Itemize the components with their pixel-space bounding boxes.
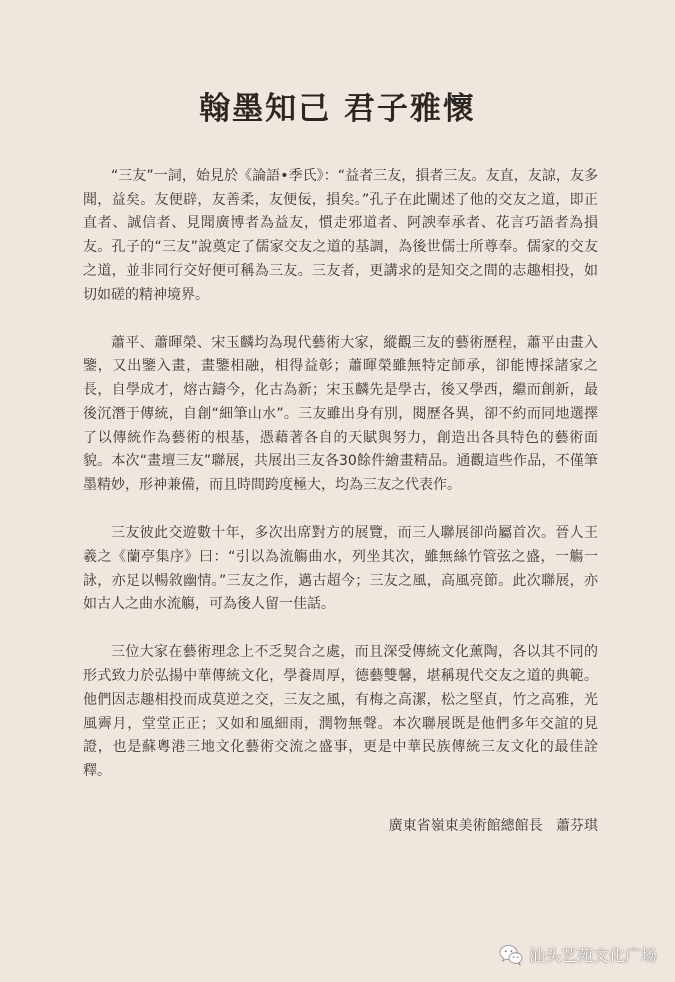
signature: 廣東省嶺東美術館總館長 蕭芬琪 xyxy=(388,818,598,834)
watermark xyxy=(499,943,657,966)
paragraph: 三友彼此交遊數十年，多次出席對方的展覽，而三人聯展卻尚屬首次。晉人王羲之《蘭亭集序》曰：“引以為流觴曲水，列坐其次，雖無絲竹管弦之盛，一觴一詠，亦足以暢敘幽情。”三友之作，邁古超今；三友之風，高風亮節。此次聯展，亦如古人之曲水流觴，可為後人留一佳話。 xyxy=(83,525,598,613)
paragraph: 蕭平、蕭暉榮、宋玉麟均為現代藝術大家，縱觀三友的藝術歷程，蕭平由畫入鑒，又出鑒入畫，畫鑒相融，相得益彰；蕭暉榮雖無特定師承，卻能博採諸家之長，自學成才，熔古鑄今，化古為新；宋玉麟先是學古，後又學西，繼而創新，最後沉潛于傳統，自創“細筆山水”。三友雖出身有別，閱歷各異，卻不約而同地選擇了以傳統作為藝術的根基，憑藉著各自的天賦與努力，創造出各具特色的藝術面貌。本次“畫壇三友”聯展，共展出三友各30餘件繪畫精品。通觀這些作品，不僅筆墨精妙，形神兼備，而且時間跨度極大，均為三友之代表作。 xyxy=(83,334,598,493)
article-body xyxy=(83,165,598,808)
page-title: 翰墨知己 君子雅懷 xyxy=(199,91,476,127)
paragraph: “三友”一詞，始見於《論語•季氏》：“益者三友，損者三友。友直，友諒，友多聞，益矣。友便辟，友善柔，友便佞，損矣。”孔子在此闡述了他的交友之道，即正直者、誠信者、見聞廣博者為益友，慣走邪道者、阿諛奉承者、花言巧語者為損友。孔子的“三友”說奠定了儒家交友之道的基調，為後世儒士所尊奉。儒家的交友之道，並非同行交好便可稱為三友。三友者，更講求的是知交之間的志趣相投，如切如磋的精神境界。 xyxy=(83,168,598,303)
watermark-text: 汕头艺苑文化广场 xyxy=(528,946,657,965)
paragraph: 三位大家在藝術理念上不乏契合之處，而且深受傳統文化薰陶，各以其不同的形式致力於弘揚中華傳統文化，學養周厚，德藝雙馨，堪稱現代交友之道的典範。他們因志趣相投而成莫逆之交，三友之風，有梅之高潔，松之堅貞，竹之高雅，光風霽月，堂堂正正；又如和風細雨，潤物無聲。本次聯展既是他們多年交誼的見證，也是蘇粵港三地文化藝術交流之盛事，更是中華民族傳統三友文化的最佳詮釋。 xyxy=(83,644,598,779)
wechat-icon xyxy=(499,944,523,966)
